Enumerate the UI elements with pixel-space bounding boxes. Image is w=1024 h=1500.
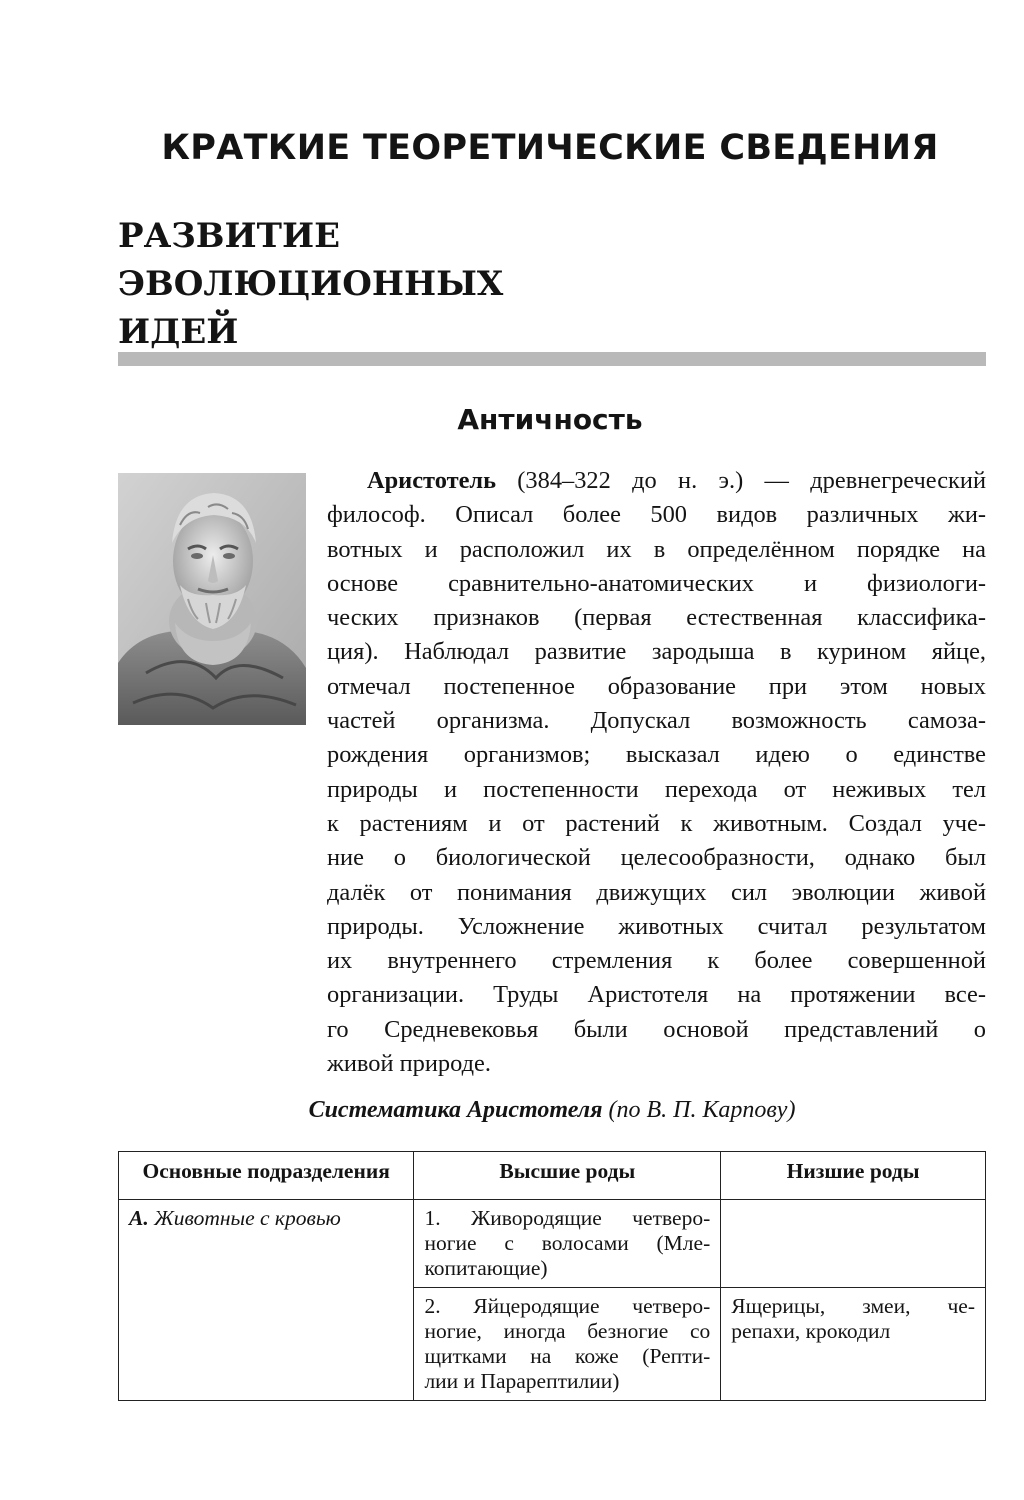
division-cell: А. Животные с кровью xyxy=(119,1200,414,1401)
text-line: организации. Труды Аристотеля на протяжении все- xyxy=(327,981,986,1009)
section-divider xyxy=(118,352,986,366)
table-caption: Систематика Аристотеля (по В. П. Карпову) xyxy=(308,1097,796,1123)
text-line: природы. Усложнение животных считал результатом xyxy=(327,912,986,940)
main-title: КРАТКИЕ ТЕОРЕТИЧЕСКИЕ СВЕДЕНИЯ xyxy=(161,128,939,168)
column-header: Высшие роды xyxy=(414,1152,721,1200)
text-line: отмечал постепенное образование при этом новых xyxy=(327,672,986,700)
section-title-line: РАЗВИТИЕ xyxy=(118,216,340,256)
table-header-row xyxy=(119,1152,986,1200)
aristotle-taxonomy-table xyxy=(118,1151,986,1401)
text-line: частей организма. Допускал возможность самоза- xyxy=(327,707,986,735)
text-line: ция). Наблюдал развитие зародыша в курином яйце, xyxy=(327,638,986,666)
text-line: го Средневековья были основой представлений о xyxy=(327,1015,986,1043)
section-title xyxy=(118,212,503,356)
text-line: ческих признаков (первая естественная классифика- xyxy=(327,604,986,632)
higher-genus-cell: 2. Яйцеродящие четверо- ногие, иногда безногие со щитками на коже (Репти- лии и Парарептилии) xyxy=(414,1288,721,1401)
table-row xyxy=(119,1200,986,1288)
aristotle-name: Аристотель xyxy=(367,467,496,494)
text-line: далёк от понимания движущих сил эволюции живой xyxy=(327,878,986,906)
higher-genus-cell: 1. Живородящие четверо- ногие с волосами (Мле- копитающие) xyxy=(414,1200,721,1288)
text-line: к растениям и от растений к животным. Создал уче- xyxy=(327,809,986,837)
text-line: Аристотель (384–322 до н. э.) — древнегреческий xyxy=(367,467,986,494)
column-header: Основные подразделения xyxy=(119,1152,414,1200)
text-line: живой природе. xyxy=(327,1050,491,1078)
section-title-line: ЭВОЛЮЦИОННЫХ xyxy=(118,264,504,304)
text-line: философ. Описал более 500 видов различных жи- xyxy=(327,501,986,529)
text-line: их внутреннего стремления к более совершенной xyxy=(327,947,986,975)
text-line: природы и постепенности перехода от неживых тел xyxy=(327,775,986,803)
lower-genus-cell xyxy=(721,1200,986,1288)
subsection-title: Античность xyxy=(457,403,643,436)
text-line: рождения организмов; высказал идею о единстве xyxy=(327,741,986,769)
text-line: ние о биологической целесообразности, однако был xyxy=(327,844,986,872)
section-title-line: ИДЕЙ xyxy=(118,312,239,352)
text-line: основе сравнительно-анатомических и физиологи- xyxy=(327,569,986,597)
lower-genus-cell: Ящерицы, змеи, че- репахи, крокодил xyxy=(721,1288,986,1401)
aristotle-description xyxy=(327,464,986,1081)
column-header: Низшие роды xyxy=(721,1152,986,1200)
aristotle-bust-image xyxy=(118,473,306,725)
text-line: вотных и расположил их в определённом порядке на xyxy=(327,535,986,563)
bust-illustration xyxy=(118,473,306,725)
